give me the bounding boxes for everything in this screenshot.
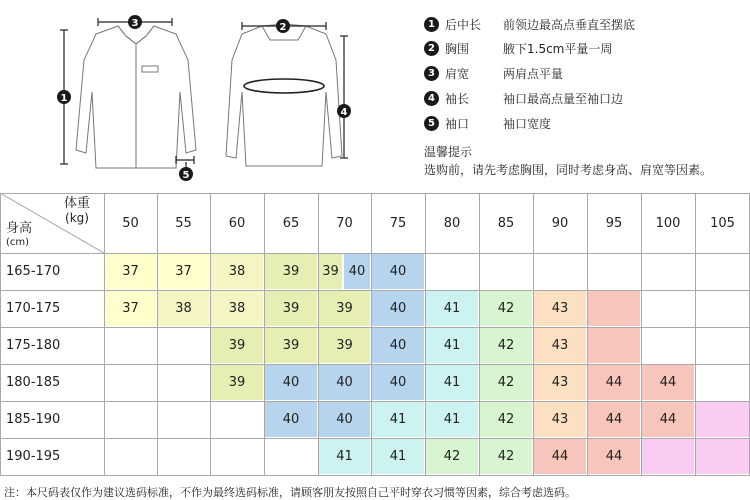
height-row-header: 175-180 bbox=[6, 338, 61, 353]
weight-col-header: 70 bbox=[336, 215, 353, 231]
number-badge: 2 bbox=[424, 41, 439, 56]
chest-circumference bbox=[244, 79, 324, 93]
height-row-header: 180-185 bbox=[6, 375, 61, 390]
size-cell: 38 bbox=[210, 253, 264, 290]
grid-line bbox=[0, 475, 750, 476]
size-cell: 40 bbox=[371, 327, 425, 364]
weight-col-header: 105 bbox=[710, 215, 735, 231]
size-cell: 41 bbox=[425, 327, 479, 364]
weight-col-header: 85 bbox=[497, 215, 515, 231]
footnote: 注：本尺码表仅作为建议选码标准，不作为最终选码标准，请顾客朋友按照自己平时穿衣习惯等因素，综合考虑选码。 bbox=[4, 486, 576, 499]
legend-term: 后中长 bbox=[445, 17, 482, 32]
size-cell: 41 bbox=[425, 364, 479, 401]
back-shirt-outline bbox=[226, 24, 342, 166]
size-cell: 44 bbox=[533, 438, 587, 475]
tips-title: 温馨提示 bbox=[424, 145, 473, 159]
size-cell: 41 bbox=[425, 290, 479, 327]
size-cell: 39 bbox=[210, 364, 264, 401]
size-cell: 42 bbox=[479, 290, 533, 327]
color-fill-cell bbox=[587, 327, 641, 364]
size-cell: 38 bbox=[210, 290, 264, 327]
number-badge: 4 bbox=[424, 91, 439, 106]
weight-col-header: 95 bbox=[605, 215, 623, 231]
grid-line bbox=[0, 401, 750, 402]
grid-line bbox=[479, 193, 480, 475]
legend-term: 胸围 bbox=[445, 41, 470, 56]
size-table bbox=[0, 193, 750, 476]
size-cell: 43 bbox=[533, 364, 587, 401]
color-fill-cell bbox=[587, 290, 641, 327]
color-fill-cell bbox=[695, 401, 750, 438]
weight-col-header: 55 bbox=[175, 215, 192, 231]
size-cell: 41 bbox=[425, 401, 479, 438]
grid-line bbox=[0, 364, 750, 365]
legend-row-shoulder bbox=[424, 63, 563, 83]
garment-diagram bbox=[0, 0, 420, 190]
size-cell: 37 bbox=[104, 290, 157, 327]
marker-4: 4 bbox=[340, 107, 348, 118]
legend-desc: 腋下1.5cm平量一周 bbox=[503, 41, 613, 56]
size-cell: 40 bbox=[371, 364, 425, 401]
marker-1: 1 bbox=[60, 93, 68, 104]
grid-line bbox=[641, 193, 642, 475]
size-cell: 39 bbox=[318, 327, 371, 364]
legend-desc: 两肩点平量 bbox=[503, 66, 564, 81]
grid-line bbox=[0, 253, 750, 254]
weight-col-header: 75 bbox=[389, 215, 407, 231]
weight-col-header: 90 bbox=[551, 215, 569, 231]
size-cell: 40 bbox=[264, 364, 318, 401]
size-cell: 38 bbox=[157, 290, 210, 327]
grid-line bbox=[210, 193, 211, 475]
size-cell: 44 bbox=[641, 364, 695, 401]
legend-desc: 袖口宽度 bbox=[503, 116, 552, 131]
legend-row-cuff bbox=[424, 113, 551, 133]
size-cell: 37 bbox=[157, 253, 210, 290]
legend-row-chest bbox=[424, 38, 612, 58]
size-cell: 39 bbox=[264, 253, 318, 290]
color-fill-cell bbox=[641, 438, 695, 475]
size-cell: 40 bbox=[264, 401, 318, 438]
legend-row-sleeve bbox=[424, 88, 623, 108]
size-cell: 40 bbox=[343, 253, 371, 290]
size-cell: 40 bbox=[371, 290, 425, 327]
weight-col-header: 80 bbox=[443, 215, 461, 231]
legend-term: 袖口 bbox=[445, 116, 470, 131]
number-badge: 1 bbox=[424, 17, 439, 32]
size-cell: 43 bbox=[533, 290, 587, 327]
legend-desc: 袖口最高点量至袖口边 bbox=[503, 91, 624, 106]
size-cell: 39 bbox=[210, 327, 264, 364]
size-cell: 42 bbox=[425, 438, 479, 475]
grid-line bbox=[371, 193, 372, 475]
size-cell: 41 bbox=[318, 438, 371, 475]
grid-line bbox=[264, 193, 265, 475]
size-cell: 42 bbox=[479, 401, 533, 438]
grid-line bbox=[0, 290, 750, 291]
height-unit: (cm) bbox=[6, 237, 30, 248]
legend-row-back-length bbox=[424, 14, 635, 34]
grid-line bbox=[318, 193, 319, 475]
color-fill-cell bbox=[695, 438, 750, 475]
grid-line bbox=[0, 193, 750, 194]
weight-col-header: 60 bbox=[228, 215, 246, 231]
size-cell: 44 bbox=[587, 364, 641, 401]
size-cell: 44 bbox=[587, 438, 641, 475]
legend-desc: 前领边最高点垂直至摆底 bbox=[503, 17, 636, 32]
height-row-header: 165-170 bbox=[6, 264, 61, 279]
tips-text: 选购前，请先考虑胸围，同时考虑身高、肩宽等因素。 bbox=[424, 163, 713, 177]
legend-term: 袖长 bbox=[445, 91, 470, 106]
size-cell: 40 bbox=[318, 401, 371, 438]
size-cell: 43 bbox=[533, 401, 587, 438]
number-badge: 5 bbox=[424, 116, 439, 131]
size-cell: 39 bbox=[318, 290, 371, 327]
size-cell: 44 bbox=[641, 401, 695, 438]
size-cell: 39 bbox=[264, 327, 318, 364]
height-row-header: 185-190 bbox=[6, 412, 61, 427]
grid-line bbox=[157, 193, 158, 475]
height-row-header: 190-195 bbox=[6, 449, 61, 464]
marker-2: 2 bbox=[279, 22, 287, 33]
weight-header bbox=[64, 197, 90, 225]
grid-line bbox=[695, 193, 696, 475]
weight-col-header: 100 bbox=[655, 215, 681, 231]
grid-line bbox=[0, 327, 750, 328]
grid-line bbox=[425, 193, 426, 475]
number-badge: 3 bbox=[424, 66, 439, 81]
size-cell: 42 bbox=[479, 364, 533, 401]
size-cell: 39 bbox=[318, 253, 343, 290]
weight-col-header: 65 bbox=[282, 215, 300, 231]
grid-line bbox=[104, 193, 105, 475]
size-cell: 42 bbox=[479, 327, 533, 364]
legend-term: 肩宽 bbox=[445, 66, 470, 81]
size-cell: 40 bbox=[318, 364, 371, 401]
size-cell: 37 bbox=[104, 253, 157, 290]
weight-label: 体重 bbox=[64, 196, 91, 211]
marker-3: 3 bbox=[131, 18, 139, 29]
height-label: 身高 bbox=[6, 221, 33, 236]
height-row-header: 170-175 bbox=[6, 301, 61, 316]
weight-col-header: 50 bbox=[122, 215, 139, 231]
grid-line bbox=[0, 438, 750, 439]
size-cell: 44 bbox=[587, 401, 641, 438]
size-cell: 42 bbox=[479, 438, 533, 475]
weight-unit: (kg) bbox=[65, 211, 89, 225]
size-cell: 41 bbox=[371, 438, 425, 475]
grid-line bbox=[533, 193, 534, 475]
size-cell: 41 bbox=[371, 401, 425, 438]
height-header bbox=[6, 222, 32, 250]
size-cell: 43 bbox=[533, 327, 587, 364]
grid-line bbox=[587, 193, 588, 475]
size-cell: 40 bbox=[371, 253, 425, 290]
size-cell: 39 bbox=[264, 290, 318, 327]
marker-5: 5 bbox=[182, 170, 190, 181]
